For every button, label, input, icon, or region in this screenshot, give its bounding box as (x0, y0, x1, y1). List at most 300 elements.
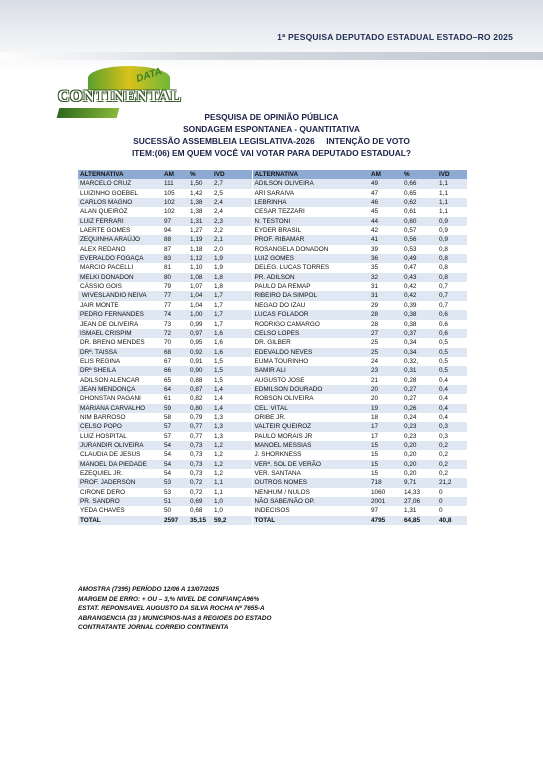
table-cell: 1,07 (188, 282, 212, 291)
table-cell: 2,2 (212, 226, 252, 235)
table-row (78, 226, 467, 235)
table-row (78, 207, 467, 216)
table-row (78, 404, 467, 413)
table-cell: 1,5 (212, 357, 252, 366)
table-cell: PROF. JADERSON (78, 478, 162, 487)
table-cell: 1,27 (188, 226, 212, 235)
table-cell: 0,2 (437, 441, 467, 450)
table-cell: 20 (369, 394, 402, 403)
table-cell: ADILSON ALENCAR (78, 376, 162, 385)
table-cell: 0,27 (402, 385, 437, 394)
table-row (78, 320, 467, 329)
table-cell: 0,5 (437, 357, 467, 366)
table-cell: 17 (369, 422, 402, 431)
table-cell: ALTERNATIVA (78, 170, 162, 179)
table-row (78, 217, 467, 226)
table-cell: 88 (162, 235, 188, 244)
table-cell: 0,5 (437, 366, 467, 375)
table-cell: 718 (369, 478, 402, 487)
table-row (78, 478, 467, 487)
table-cell: 1,19 (188, 235, 212, 244)
table-cell: MARIANA CARVALHO (78, 404, 162, 413)
table-cell: 51 (162, 497, 188, 506)
heading-line-3: SUCESSÃO ASSEMBLEIA LEGISLATIVA-2026 INTENÇÃO DE VOTO (133, 136, 410, 146)
table-cell: 105 (162, 189, 188, 198)
table-cell: 42 (369, 226, 402, 235)
table-cell: 0,3 (437, 422, 467, 431)
table-cell: 0,43 (402, 273, 437, 282)
table-row (78, 301, 467, 310)
table-cell: RODRIGO CAMARGO (252, 320, 369, 329)
table-cell: 1,00 (188, 310, 212, 319)
table-cell: 0,3 (437, 432, 467, 441)
table-cell: 0,82 (188, 394, 212, 403)
table-cell: 68 (162, 348, 188, 357)
table-cell: 1,50 (188, 179, 212, 188)
table-cell: 66 (162, 366, 188, 375)
table-cell: 35,15 (188, 516, 212, 525)
table-cell: 0,8 (437, 245, 467, 254)
table-cell: 77 (162, 301, 188, 310)
table-cell: 44 (369, 217, 402, 226)
heading-line-4: ITEM:(06) EM QUEM VOCÊ VAI VOTAR PARA DEPUTADO ESTADUAL? (131, 148, 411, 158)
table-cell: 0,6 (437, 329, 467, 338)
table-row (78, 263, 467, 272)
table-cell: 1,7 (212, 320, 252, 329)
table-cell: 0,4 (437, 385, 467, 394)
table-cell: WIVESLANDIO NEIVA (78, 291, 162, 300)
logo-brand: CONTINENTAL (58, 88, 182, 105)
table-cell: 0,57 (402, 226, 437, 235)
table-cell: 97 (162, 217, 188, 226)
table-cell: 0,4 (437, 394, 467, 403)
table-cell: 1,6 (212, 348, 252, 357)
table-cell: EUMA TOURINHO (252, 357, 369, 366)
table-cell: 2001 (369, 497, 402, 506)
table-cell: 0,5 (437, 348, 467, 357)
table-cell: 0,20 (402, 450, 437, 459)
table-cell: 2,4 (212, 207, 252, 216)
table-cell: 15 (369, 441, 402, 450)
table-cell: 0,56 (402, 235, 437, 244)
table-cell: 0,26 (402, 404, 437, 413)
table-cell: 0,69 (188, 497, 212, 506)
table-cell: 0,8 (437, 273, 467, 282)
table-cell: VALTEIR QUEIROZ (252, 422, 369, 431)
table-cell: LUIZINHO GOEBEL (78, 189, 162, 198)
table-cell: 80 (162, 273, 188, 282)
table-cell: 1,1 (212, 488, 252, 497)
table-cell: 2,0 (212, 245, 252, 254)
table-cell: YEDA CHAVES (78, 506, 162, 515)
table-row (78, 179, 467, 188)
table-cell: 20 (369, 385, 402, 394)
table-cell: 65 (162, 376, 188, 385)
table-cell: 0,20 (402, 460, 437, 469)
table-cell: 0,79 (188, 413, 212, 422)
table-cell: EYDER BRASIL (252, 226, 369, 235)
table-cell: PEDRO FERNANDES (78, 310, 162, 319)
table-cell: 54 (162, 450, 188, 459)
table-cell: 0,4 (437, 376, 467, 385)
table-row (78, 385, 467, 394)
table-cell: 0,20 (402, 469, 437, 478)
table-cell: 0,9 (437, 235, 467, 244)
table-cell: 0,68 (188, 506, 212, 515)
table-cell: 73 (162, 320, 188, 329)
page-title: 1ª PESQUISA DEPUTADO ESTADUAL ESTADO–RO 2025 (277, 32, 513, 42)
table-cell: 0,2 (437, 460, 467, 469)
table-row (78, 235, 467, 244)
table-cell: DR. GILBER (252, 338, 369, 347)
table-cell: 0,73 (188, 460, 212, 469)
table-row (78, 357, 467, 366)
table-row (78, 450, 467, 459)
table-row (78, 198, 467, 207)
table-cell: 1,38 (188, 207, 212, 216)
table-cell: NENHUM / NULOS (252, 488, 369, 497)
table-cell: DR. BRENO MENDES (78, 338, 162, 347)
table-row (78, 469, 467, 478)
table-cell: 1,31 (402, 506, 437, 515)
table-cell: CIRONE DERO (78, 488, 162, 497)
table-cell: LUCAS FOLADOR (252, 310, 369, 319)
table-cell: 0,8 (437, 254, 467, 263)
table-cell: 0,5 (437, 338, 467, 347)
table-row (78, 291, 467, 300)
table-cell: 0,72 (188, 478, 212, 487)
table-cell: % (188, 170, 212, 179)
table-cell: 0,4 (437, 404, 467, 413)
table-cell: DELEG. LUCAS TORRES (252, 263, 369, 272)
table-cell: 0,2 (437, 450, 467, 459)
table-cell: 0,7 (437, 301, 467, 310)
table-cell: N. TESTONI (252, 217, 369, 226)
table-cell: 1,3 (212, 432, 252, 441)
table-cell: ELIS REGINA (78, 357, 162, 366)
table-cell: 97 (369, 506, 402, 515)
table-cell: IVD (212, 170, 252, 179)
table-cell: 1,8 (212, 282, 252, 291)
table-cell: PAULO DA REMAP (252, 282, 369, 291)
table-cell: 53 (162, 488, 188, 497)
logo-tag: DATA (134, 66, 164, 85)
table-cell: 0,77 (188, 422, 212, 431)
table-cell: PR. SANDRO (78, 497, 162, 506)
table-cell: 25 (369, 338, 402, 347)
table-row (78, 460, 467, 469)
table-cell: 1,9 (212, 254, 252, 263)
table-cell: AM (162, 170, 188, 179)
table-cell: 0,8 (437, 263, 467, 272)
table-cell: LUIZ HOSPITAL (78, 432, 162, 441)
table-cell: 54 (162, 469, 188, 478)
table-cell: 0,20 (402, 441, 437, 450)
table-cell: 27,06 (402, 497, 437, 506)
table-cell: 1,1 (437, 189, 467, 198)
table-cell: 0,65 (402, 189, 437, 198)
table-cell: 94 (162, 226, 188, 235)
table-cell: 4795 (369, 516, 402, 525)
table-cell: 41 (369, 235, 402, 244)
table-cell: 0,34 (402, 348, 437, 357)
table-cell: 0,34 (402, 338, 437, 347)
table-cell: 15 (369, 450, 402, 459)
table-cell: 0,60 (402, 217, 437, 226)
table-cell: 15 (369, 460, 402, 469)
note-line: AMOSTRA (7395) PERÍODO 12/06 A 13/07/2025 (78, 586, 220, 593)
table-cell: 1,1 (437, 207, 467, 216)
table-cell: 1,0 (212, 506, 252, 515)
table-cell: 21,2 (437, 478, 467, 487)
table-cell: 1,10 (188, 263, 212, 272)
table-cell: 0,66 (402, 179, 437, 188)
table-header (78, 170, 467, 179)
table-cell: 1,9 (212, 263, 252, 272)
table-cell: 87 (162, 245, 188, 254)
table-cell: CÁSSIO GOIS (78, 282, 162, 291)
table-cell: 0,24 (402, 413, 437, 422)
table-cell: PAULO MORAIS JR (252, 432, 369, 441)
table-cell: DHONSTAN PAGANI (78, 394, 162, 403)
table-cell: MELKI DONADON (78, 273, 162, 282)
table-cell: 83 (162, 254, 188, 263)
table-cell: INDECISOS (252, 506, 369, 515)
table-cell: 0,9 (437, 217, 467, 226)
table-total-row (78, 516, 467, 525)
table-cell: % (402, 170, 437, 179)
table-cell: 0,99 (188, 320, 212, 329)
table-cell: 1,5 (212, 376, 252, 385)
table-cell: 1,1 (437, 198, 467, 207)
table-cell: 0 (437, 497, 467, 506)
table-cell: 0,47 (402, 263, 437, 272)
table-cell: NÃO SABE/NÃO OP. (252, 497, 369, 506)
table-cell: 25 (369, 348, 402, 357)
table-cell: 0,80 (188, 404, 212, 413)
table-cell: 102 (162, 207, 188, 216)
table-cell: 0,42 (402, 291, 437, 300)
note-line: CONTRATANTE JORNAL CORREIO CONTINENTA (78, 624, 229, 632)
table-row (78, 338, 467, 347)
heading-line-1: PESQUISA DE OPINIÃO PÚBLICA (204, 112, 339, 122)
table-cell: DRª SHEILA (78, 366, 162, 375)
table-cell: 19 (369, 404, 402, 413)
table-cell: CELSO LOPES (252, 329, 369, 338)
table-cell: LUIZ GOMES (252, 254, 369, 263)
table-cell: 35 (369, 263, 402, 272)
table-cell: 79 (162, 282, 188, 291)
table-cell: 77 (162, 291, 188, 300)
table-cell: JEAN MENDONÇA (78, 385, 162, 394)
table-cell: 0,9 (437, 226, 467, 235)
table-row (78, 329, 467, 338)
table-cell: 0,39 (402, 301, 437, 310)
table-cell: 1,5 (212, 366, 252, 375)
table-cell: 0 (437, 506, 467, 515)
table-cell: EDMILSON DOURADO (252, 385, 369, 394)
table-cell: 1,3 (212, 413, 252, 422)
table-cell: TOTAL (252, 516, 369, 525)
table-cell: VERª. SOL DE VERÃO (252, 460, 369, 469)
table-row (78, 273, 467, 282)
table-cell: NEGAO DO IZAU (252, 301, 369, 310)
table-cell: MANOEL DA PIEDADE (78, 460, 162, 469)
table-cell: 1,1 (437, 179, 467, 188)
table-cell: 57 (162, 422, 188, 431)
table-cell: 67 (162, 357, 188, 366)
table-cell: 0,62 (402, 198, 437, 207)
table-cell: ALAN QUEIROZ (78, 207, 162, 216)
table-cell: TOTAL (78, 516, 162, 525)
table-cell: 0,90 (188, 366, 212, 375)
table-cell: 0,2 (437, 469, 467, 478)
table-cell: CEL. VITAL (252, 404, 369, 413)
table-cell: 1,42 (188, 189, 212, 198)
table-cell: 46 (369, 198, 402, 207)
table-cell: EZEQUIEL JR. (78, 469, 162, 478)
table-cell: 1,04 (188, 291, 212, 300)
table-cell: PROF. RIBAMAR (252, 235, 369, 244)
results-table (78, 170, 467, 525)
table-cell: RIBEIRO DA SIMPOL (252, 291, 369, 300)
table-cell: 0,91 (188, 357, 212, 366)
table-row (78, 310, 467, 319)
table-cell: 54 (162, 441, 188, 450)
table-cell: 58 (162, 413, 188, 422)
table-cell: EDEVALDO NEVES (252, 348, 369, 357)
table-cell: 0,61 (402, 207, 437, 216)
table-cell: 0,49 (402, 254, 437, 263)
table-row (78, 189, 467, 198)
table-cell: 1,4 (212, 404, 252, 413)
table-cell: 0,6 (437, 320, 467, 329)
table-cell: ZEQUINHA ARAÚJO (78, 235, 162, 244)
table-cell: 1,2 (212, 460, 252, 469)
table-cell: 0,92 (188, 348, 212, 357)
table-row (78, 432, 467, 441)
table-cell: 1,6 (212, 338, 252, 347)
table-cell: 47 (369, 189, 402, 198)
table-cell: 2,5 (212, 189, 252, 198)
table-cell: 15 (369, 469, 402, 478)
table-cell: ROSANGELA DONADON (252, 245, 369, 254)
table-cell: 0 (437, 488, 467, 497)
table-cell: DRª. TAISSA (78, 348, 162, 357)
table-cell: 0,4 (437, 413, 467, 422)
table-cell: 0,97 (188, 329, 212, 338)
table-cell: 0,23 (402, 422, 437, 431)
table-cell: 0,6 (437, 310, 467, 319)
table-cell: 0,87 (188, 385, 212, 394)
table-cell: 2,3 (212, 217, 252, 226)
table-cell: 2,4 (212, 198, 252, 207)
table-cell: 0,53 (402, 245, 437, 254)
table-cell: 1,2 (212, 450, 252, 459)
table-cell: 29 (369, 301, 402, 310)
table-cell: 31 (369, 282, 402, 291)
table-cell: 72 (162, 329, 188, 338)
table-cell: 1,18 (188, 245, 212, 254)
table-cell: 27 (369, 329, 402, 338)
table-cell: 1,31 (188, 217, 212, 226)
table-cell: 32 (369, 273, 402, 282)
table-row (78, 441, 467, 450)
table-cell: AUGUSTO JOSE (252, 376, 369, 385)
table-cell: VER. SANTANA (252, 469, 369, 478)
table-cell: 1,7 (212, 310, 252, 319)
table-cell: 1,0 (212, 497, 252, 506)
table-cell: AM (369, 170, 402, 179)
table-cell: 1,38 (188, 198, 212, 207)
table-cell: MARCIO PACELLI (78, 263, 162, 272)
table-cell: 0,38 (402, 320, 437, 329)
header-stripe (0, 52, 543, 60)
table-cell: 0,38 (402, 310, 437, 319)
table-cell: 1,1 (212, 478, 252, 487)
table-row (78, 488, 467, 497)
note-line: ESTAT. REPONSAVEL AUGUSTO DA SILVA ROCHA Nº 7655-A (78, 605, 265, 613)
table-cell: 61 (162, 394, 188, 403)
table-cell: ORIBE JR. (252, 413, 369, 422)
table-cell: 18 (369, 413, 402, 422)
table-cell: MARCELO CRUZ (78, 179, 162, 188)
table-cell: 50 (162, 506, 188, 515)
table-cell: CLAUDIA DE JESUS (78, 450, 162, 459)
table-cell: 1,4 (212, 394, 252, 403)
table-cell: 39 (369, 245, 402, 254)
table-cell: 1,7 (212, 301, 252, 310)
table-cell: 1,8 (212, 273, 252, 282)
table-cell: 64 (162, 385, 188, 394)
note-line: ABRANGENCIA (33 ) MUNICIPIOS-NAS 8 REGIOES DO ESTADO (78, 614, 272, 622)
table-row (78, 413, 467, 422)
table-cell: 0,7 (437, 282, 467, 291)
table-cell: 21 (369, 376, 402, 385)
table-cell: EVERALDO FOGAÇA (78, 254, 162, 263)
table-cell: 2,7 (212, 179, 252, 188)
table-cell: 14,33 (402, 488, 437, 497)
table-cell: LAERTE GOMES (78, 226, 162, 235)
table-cell: 74 (162, 310, 188, 319)
table-cell: 0,77 (188, 432, 212, 441)
table-cell: 1,12 (188, 254, 212, 263)
table-cell: MANOEL MESSIAS (252, 441, 369, 450)
table-cell: 1,2 (212, 469, 252, 478)
table-cell: 1,6 (212, 329, 252, 338)
table-cell: 23 (369, 366, 402, 375)
table-cell: ADILSON OLIVEIRA (252, 179, 369, 188)
table-cell: 0,73 (188, 441, 212, 450)
table-cell: IVD (437, 170, 467, 179)
table-row (78, 348, 467, 357)
table-cell: 1,04 (188, 301, 212, 310)
table-cell: 49 (369, 179, 402, 188)
table-cell: 59 (162, 404, 188, 413)
table-row (78, 497, 467, 506)
table-cell: 70 (162, 338, 188, 347)
table-cell: 81 (162, 263, 188, 272)
table-row (78, 245, 467, 254)
table-cell: JURANDIR OLIVEIRA (78, 441, 162, 450)
table-cell: 59,2 (212, 516, 252, 525)
table-cell: LEBRINHA (252, 198, 369, 207)
table-cell: 40,8 (437, 516, 467, 525)
table-cell: 0,42 (402, 282, 437, 291)
note-line: MARGEM DE ERRO: + OU – 3,% NIVEL DE CONFIANÇA96% (78, 595, 260, 603)
table-cell: 24 (369, 357, 402, 366)
table-cell: JAIR MONTE (78, 301, 162, 310)
